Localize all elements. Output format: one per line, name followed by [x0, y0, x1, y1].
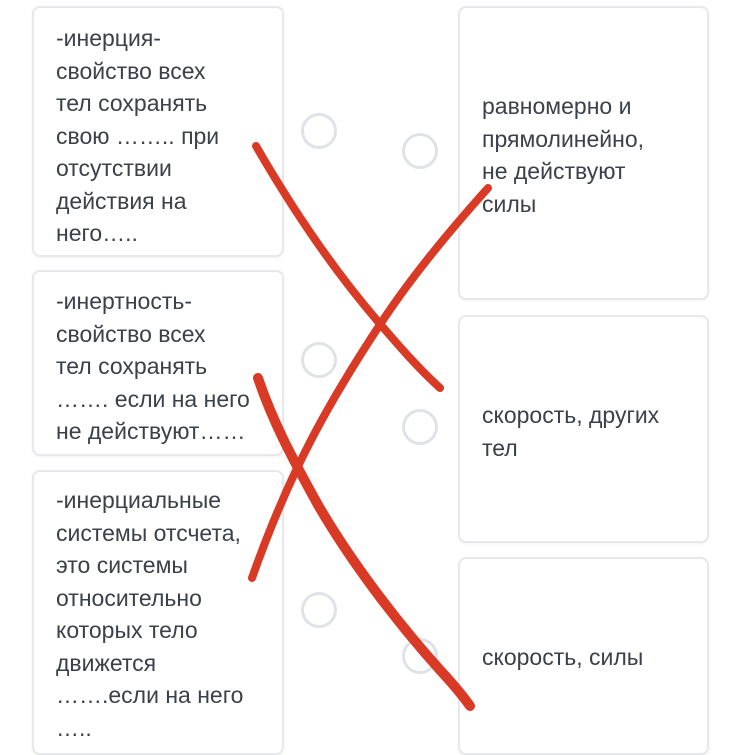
left-option-text-3: -инерциальные системы отсчета, это системы относительно которых тело движется …….если на него ….. — [56, 487, 244, 741]
left-option-text-2: -инертность- свойство всех тел сохранять ……. если на него не действуют…… — [56, 288, 250, 444]
right-option-text-3: скорость, силы — [482, 644, 644, 670]
right-option-card-2[interactable] — [458, 315, 709, 543]
right-option-card-1[interactable] — [458, 6, 709, 300]
right-match-radio-3[interactable] — [402, 638, 438, 674]
left-match-radio-1[interactable] — [301, 113, 337, 149]
left-option-card-2[interactable] — [32, 270, 284, 456]
right-match-radio-2[interactable] — [402, 409, 438, 445]
right-match-radio-1[interactable] — [402, 133, 438, 169]
scribble-stroke-3 — [258, 378, 470, 706]
left-option-card-1[interactable] — [32, 6, 284, 257]
left-match-radio-3[interactable] — [301, 592, 337, 628]
right-option-card-3[interactable] — [458, 557, 709, 755]
left-option-card-3[interactable] — [32, 470, 284, 755]
right-option-text-2: скорость, других тел — [482, 402, 660, 461]
left-match-radio-2[interactable] — [301, 342, 337, 378]
left-option-text-1: -инерция- свойство всех тел сохранять свою …….. при отсутствии действия на него….. — [56, 25, 220, 246]
right-option-text-1: равномерно и прямолинейно, не действуют силы — [482, 93, 645, 217]
scribble-stroke-2 — [252, 188, 488, 578]
